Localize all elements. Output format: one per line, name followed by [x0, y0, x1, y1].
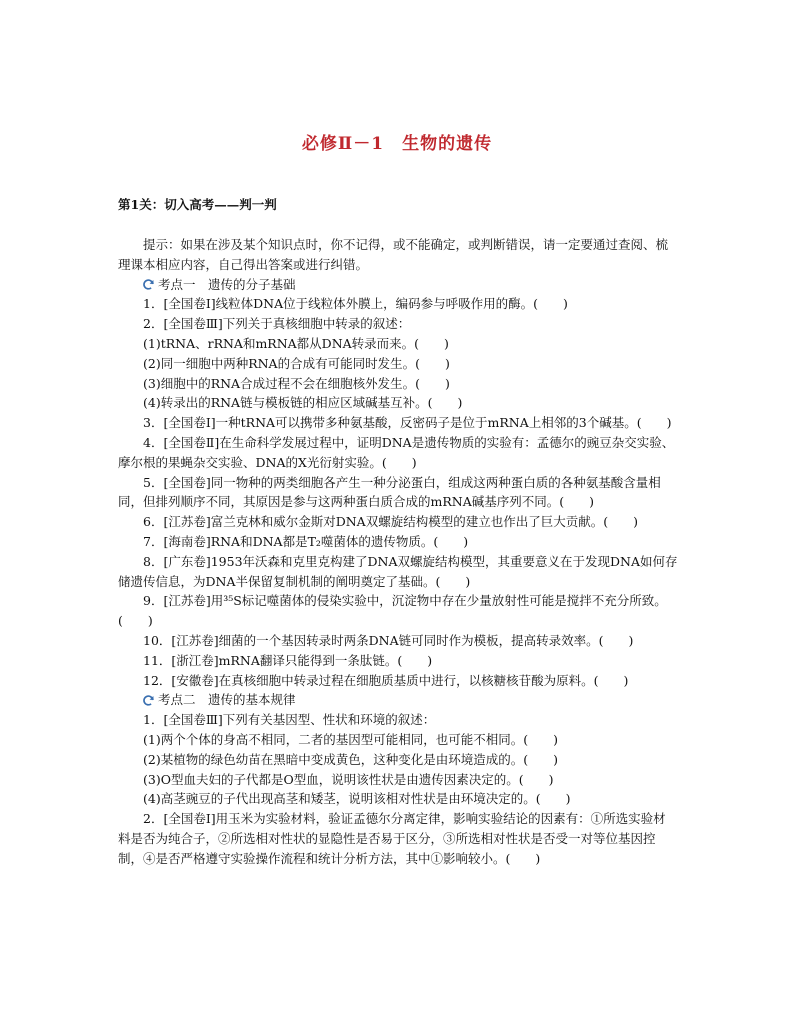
question-subitem: (2)某植物的绿色幼苗在黑暗中变成黄色，这种变化是由环境造成的。( ): [143, 751, 558, 767]
question-subitem: (3)细胞中的RNA合成过程不会在细胞核外发生。( ): [143, 375, 450, 391]
question-subitem: (1)tRNA、rRNA和mRNA都从DNA转录而来。( ): [143, 335, 449, 351]
topic-heading-2: [118, 690, 678, 710]
question-item: 8．[广东卷]1953年沃森和克里克构建了DNA双螺旋结构模型，其重要意义在于发现DNA如何存储遗传信息，为DNA半保留复制机制的阐明奠定了基础。( ): [118, 553, 678, 589]
section-heading: 第1关：切入高考——判一判: [118, 197, 277, 212]
question-subitem: (2)同一细胞中两种RNA的合成有可能同时发生。( ): [143, 355, 450, 371]
question-item: 2．[全国卷Ⅲ]下列关于真核细胞中转录的叙述：: [143, 316, 411, 332]
refresh-arrow-icon: [142, 694, 155, 707]
question-subitem: (1)两个个体的身高不相同，二者的基因型可能相同，也可能不相同。( ): [143, 731, 558, 747]
topic-label: 考点一 遗传的分子基础: [158, 276, 296, 292]
question-item: 6．[江苏卷]富兰克林和威尔金斯对DNA双螺旋结构模型的建立也作出了巨大贡献。( ): [143, 514, 638, 530]
question-item: 3．[全国卷Ⅰ]一种tRNA可以携带多种氨基酸，反密码子是位于mRNA上相邻的3个碱基。( ): [143, 415, 672, 431]
refresh-arrow-icon: [142, 278, 155, 291]
page-title: 必修Ⅱ－1 生物的遗传: [301, 134, 493, 154]
topic-heading-1: [118, 275, 678, 295]
question-item: 4．[全国卷Ⅱ]在生命科学发展过程中，证明DNA是遗传物质的实验有：孟德尔的豌豆杂交实验、摩尔根的果蝇杂交实验、DNA的X光衍射实验。( ): [118, 434, 675, 470]
hint-paragraph: 提示：如果在涉及某个知识点时，你不记得，或不能确定，或判断错误，请一定要通过查阅、梳理课本相应内容，自己得出答案或进行纠错。: [118, 237, 669, 272]
question-item: 1．[全国卷Ⅲ]下列有关基因型、性状和环境的叙述：: [143, 712, 436, 728]
question-subitem: (4)转录出的RNA链与模板链的相应区域碱基互补。( ): [143, 395, 463, 411]
question-item: 12．[安徽卷]在真核细胞中转录过程在细胞质基质中进行，以核糖核苷酸为原料。( ): [143, 672, 629, 688]
question-item: 11．[浙江卷]mRNA翻译只能得到一条肽链。( ): [143, 652, 433, 668]
question-item: 2．[全国卷Ⅰ]用玉米为实验材料，验证孟德尔分离定律，影响实验结论的因素有：①所选实验材料是否为纯合子，②所选相对性状的显隐性是否易于区分，③所选相对性状是否受一对等位基因控制，④是否严格遵守实验操作流程和统计分析方法，其中①影响较小。( ): [118, 811, 666, 866]
question-item: 10．[江苏卷]细菌的一个基因转录时两条DNA链可同时作为模板，提高转录效率。( ): [143, 632, 634, 648]
question-item: 7．[海南卷]RNA和DNA都是T₂噬菌体的遗传物质。( ): [143, 533, 469, 549]
question-item: 1．[全国卷Ⅰ]线粒体DNA位于线粒体外膜上，编码参与呼吸作用的酶。( ): [143, 296, 568, 312]
topic-label: 考点二 遗传的基本规律: [158, 692, 296, 708]
question-item: 9．[江苏卷]用³⁵S标记噬菌体的侵染实验中，沉淀物中存在少量放射性可能是搅拌不充分所致。( ): [118, 593, 667, 629]
question-item: 5．[全国卷]同一物种的两类细胞各产生一种分泌蛋白，组成这两种蛋白质的各种氨基酸含量相同，但排列顺序不同，其原因是参与这两种蛋白质合成的mRNA碱基序列不同。( ): [118, 474, 661, 510]
question-subitem: (4)高茎豌豆的子代出现高茎和矮茎，说明该相对性状是由环境决定的。( ): [143, 791, 571, 807]
document-body: [118, 235, 678, 869]
question-subitem: (3)O型血夫妇的子代都是O型血，说明该性状是由遗传因素决定的。( ): [143, 771, 554, 787]
